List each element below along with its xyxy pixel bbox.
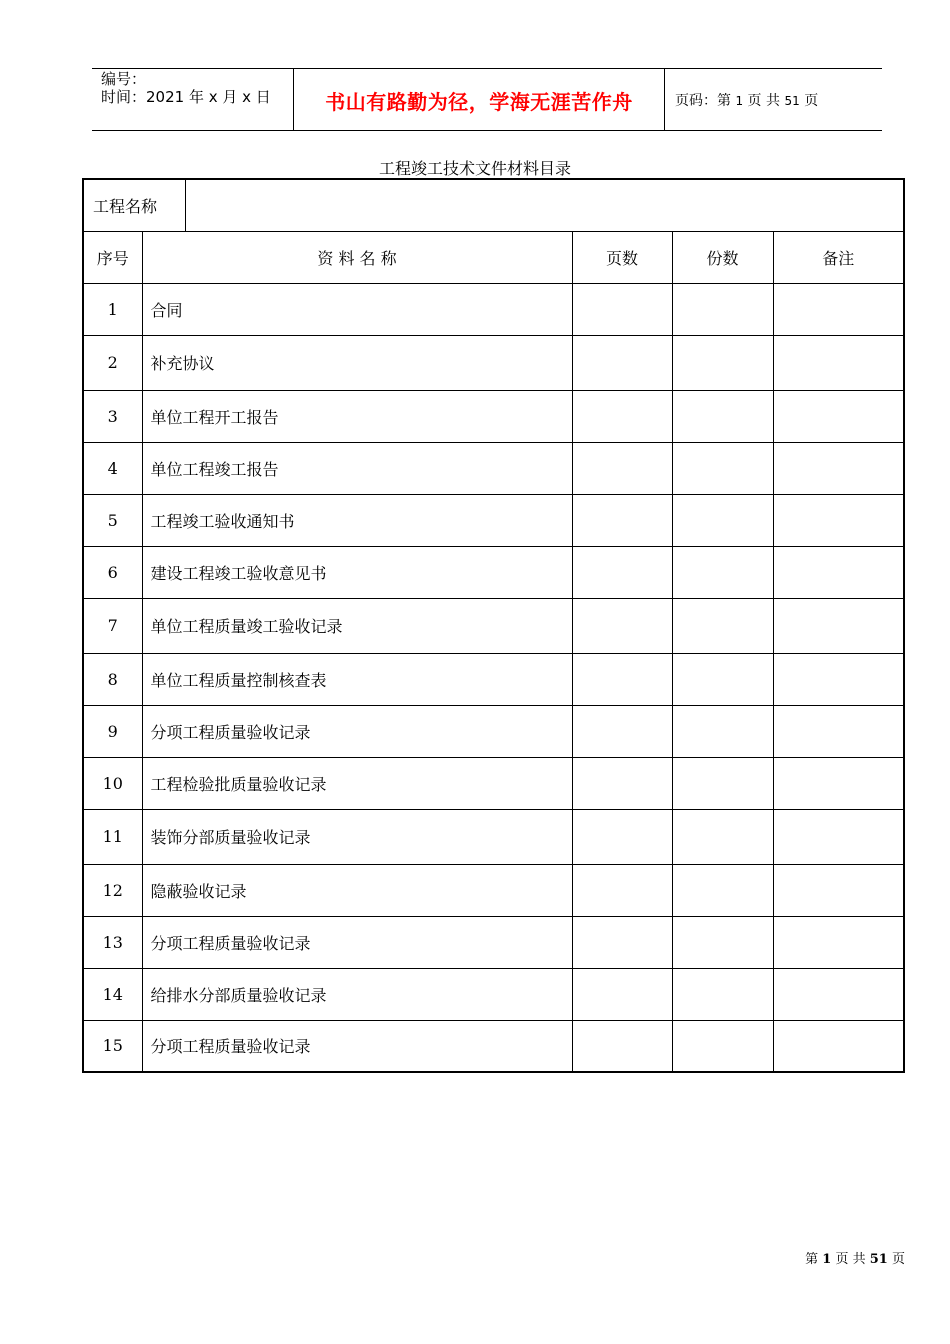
motto-text: 书山有路勤为径，学海无涯苦作舟 [325,90,633,114]
header-copies: 份数 [672,231,773,283]
table-header-row [83,231,904,283]
row-copies-cell[interactable] [672,494,773,546]
row-remarks-cell[interactable] [773,757,904,809]
row-remarks-cell[interactable] [773,598,904,653]
table-row [83,546,904,598]
page-info [675,90,818,110]
row-pages-cell[interactable] [572,546,672,598]
row-seq: 7 [83,598,142,653]
row-pages-cell[interactable] [572,705,672,757]
row-copies-cell[interactable] [672,598,773,653]
footer-prefix: 第 [805,1252,819,1267]
row-remarks-cell[interactable] [773,653,904,705]
table-row [83,757,904,809]
table-row [83,653,904,705]
row-item-name: 建设工程竣工验收意见书 [142,546,572,598]
row-item-name: 工程竣工验收通知书 [142,494,572,546]
row-copies-cell[interactable] [672,546,773,598]
row-seq: 15 [83,1020,142,1072]
row-pages-cell[interactable] [572,864,672,916]
header-page-cell [665,69,882,130]
row-remarks-cell[interactable] [773,864,904,916]
project-name-field[interactable] [185,179,904,231]
row-pages-cell[interactable] [572,390,672,442]
row-pages-cell[interactable] [572,968,672,1020]
row-pages-cell[interactable] [572,442,672,494]
row-copies-cell[interactable] [672,705,773,757]
table-row [83,968,904,1020]
row-remarks-cell[interactable] [773,809,904,864]
row-seq: 13 [83,916,142,968]
row-remarks-cell[interactable] [773,1020,904,1072]
row-copies-cell[interactable] [672,442,773,494]
document-header [92,68,882,131]
row-item-name: 单位工程质量控制核查表 [142,653,572,705]
row-copies-cell[interactable] [672,968,773,1020]
page-current: 1 [735,94,744,108]
row-copies-cell[interactable] [672,283,773,335]
row-item-name: 工程检验批质量验收记录 [142,757,572,809]
page-suffix: 页 [804,93,819,109]
row-copies-cell[interactable] [672,916,773,968]
row-copies-cell[interactable] [672,864,773,916]
row-item-name: 给排水分部质量验收记录 [142,968,572,1020]
row-item-name: 补充协议 [142,335,572,390]
row-seq: 11 [83,809,142,864]
row-seq: 2 [83,335,142,390]
row-pages-cell[interactable] [572,653,672,705]
row-seq: 6 [83,546,142,598]
page-footer [805,1248,905,1267]
row-seq: 5 [83,494,142,546]
row-remarks-cell[interactable] [773,546,904,598]
row-pages-cell[interactable] [572,494,672,546]
row-pages-cell[interactable] [572,283,672,335]
row-pages-cell[interactable] [572,335,672,390]
table-row [83,705,904,757]
row-item-name: 隐蔽验收记录 [142,864,572,916]
document-title: 工程竣工技术文件材料目录 [378,159,571,178]
page-mid: 页 共 [747,93,780,109]
row-seq: 14 [83,968,142,1020]
row-copies-cell[interactable] [672,653,773,705]
row-remarks-cell[interactable] [773,916,904,968]
table-row [83,864,904,916]
table-row [83,494,904,546]
time-label: 时间：2021 年 x 月 x 日 [101,88,271,106]
row-item-name: 合同 [142,283,572,335]
row-seq: 8 [83,653,142,705]
row-copies-cell[interactable] [672,1020,773,1072]
row-remarks-cell[interactable] [773,494,904,546]
header-pages: 页数 [572,231,672,283]
row-item-name: 分项工程质量验收记录 [142,705,572,757]
table-row [83,442,904,494]
table-row [83,916,904,968]
row-remarks-cell[interactable] [773,442,904,494]
row-item-name: 分项工程质量验收记录 [142,1020,572,1072]
table-row [83,809,904,864]
row-remarks-cell[interactable] [773,283,904,335]
row-remarks-cell[interactable] [773,705,904,757]
row-remarks-cell[interactable] [773,335,904,390]
row-seq: 9 [83,705,142,757]
row-remarks-cell[interactable] [773,968,904,1020]
table-row [83,598,904,653]
row-seq: 4 [83,442,142,494]
footer-suffix: 页 [891,1252,905,1267]
row-copies-cell[interactable] [672,757,773,809]
row-copies-cell[interactable] [672,335,773,390]
footer-current: 1 [822,1252,832,1267]
row-seq: 12 [83,864,142,916]
row-copies-cell[interactable] [672,390,773,442]
row-seq: 1 [83,283,142,335]
row-seq: 3 [83,390,142,442]
table-row [83,390,904,442]
materials-table [82,178,905,1073]
row-item-name: 分项工程质量验收记录 [142,916,572,968]
row-item-name: 单位工程质量竣工验收记录 [142,598,572,653]
table-row [83,1020,904,1072]
project-name-label: 工程名称 [83,179,185,231]
project-name-row [83,179,904,231]
row-pages-cell[interactable] [572,916,672,968]
row-item-name: 单位工程竣工报告 [142,442,572,494]
code-label: 编号： [101,70,147,88]
header-seq: 序号 [83,231,142,283]
table-row [83,335,904,390]
row-pages-cell[interactable] [572,809,672,864]
footer-total: 51 [869,1252,888,1267]
table-row [83,283,904,335]
header-name: 资 料 名 称 [142,231,572,283]
page-prefix: 页码：第 [675,93,731,109]
page-total: 51 [784,94,800,108]
row-remarks-cell[interactable] [773,390,904,442]
row-pages-cell[interactable] [572,598,672,653]
row-seq: 10 [83,757,142,809]
row-copies-cell[interactable] [672,809,773,864]
row-item-name: 单位工程开工报告 [142,390,572,442]
header-remarks: 备注 [773,231,904,283]
header-motto-cell [293,69,665,130]
row-pages-cell[interactable] [572,1020,672,1072]
header-meta-cell [92,69,293,130]
row-pages-cell[interactable] [572,757,672,809]
footer-mid: 页 共 [835,1252,866,1267]
row-item-name: 装饰分部质量验收记录 [142,809,572,864]
